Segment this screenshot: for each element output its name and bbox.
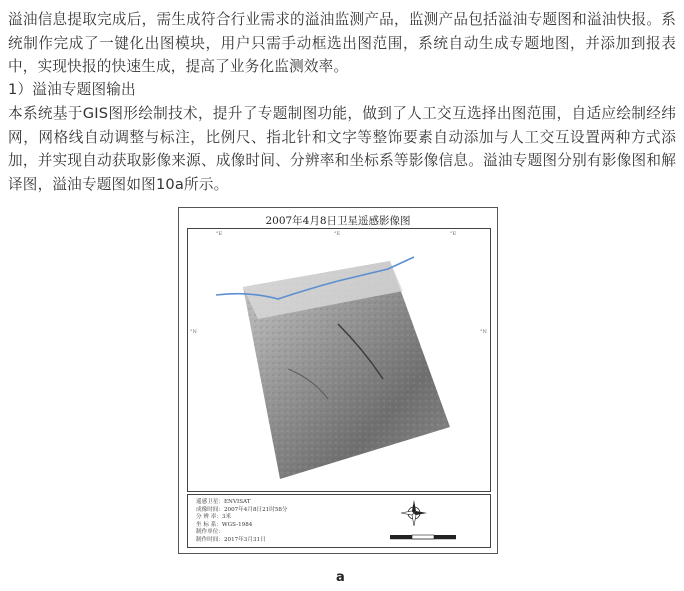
legend-satellite: 遥感卫星：ENVISAT: [196, 499, 251, 505]
legend-producer: 制作单位：: [196, 529, 224, 536]
map-legend: [187, 494, 491, 548]
satellite-image: [188, 229, 490, 491]
legend-coords: 坐 标 系：WGS-1984: [196, 521, 253, 528]
map-frame: [187, 228, 491, 492]
graticule-label: °N: [480, 329, 487, 335]
graticule-label: °E: [216, 231, 223, 237]
graticule-label: °E: [334, 231, 341, 237]
section-heading: 1）溢油专题图输出: [8, 81, 136, 98]
body-paragraph: 本系统基于GIS图形绘制技术，提升了专题制图功能，做到了人工交互选择出图范围，自适应绘制经纬网，网格线自动调整与标注，比例尺、指北针和文字等整饰要素自动添加与人工交互设置两种方式添加，并实现自动获取影像来源、成像时间、分辨率和坐标系等影像信息。溢油专题图分别有影像图和解译图，溢油专题图如图10a所示。: [8, 105, 676, 193]
map-title: 2007年4月8日卫星遥感影像图: [265, 215, 411, 227]
figure-caption: a: [336, 570, 345, 585]
legend-resolution: 分 辨 率：3米: [196, 514, 232, 521]
legend-date: 制作时间：2017年3月31日: [196, 536, 266, 543]
graticule-label: °E: [450, 231, 457, 237]
legend-time: 成像时间：2007年4月8日21时58分: [196, 506, 288, 513]
oil-spill-thematic-map: [178, 207, 498, 554]
scale-bar: [388, 533, 484, 541]
graticule-label: °N: [190, 329, 197, 335]
north-arrow-icon: [400, 499, 428, 527]
intro-paragraph: 溢油信息提取完成后，需生成符合行业需求的溢油监测产品，监测产品包括溢油专题图和溢油快报。系统制作完成了一键化出图模块，用户只需手动框选出图范围，系统自动生成专题地图，并添加到报表中，实现快报的快速生成，提高了业务化监测效率。: [8, 11, 676, 75]
